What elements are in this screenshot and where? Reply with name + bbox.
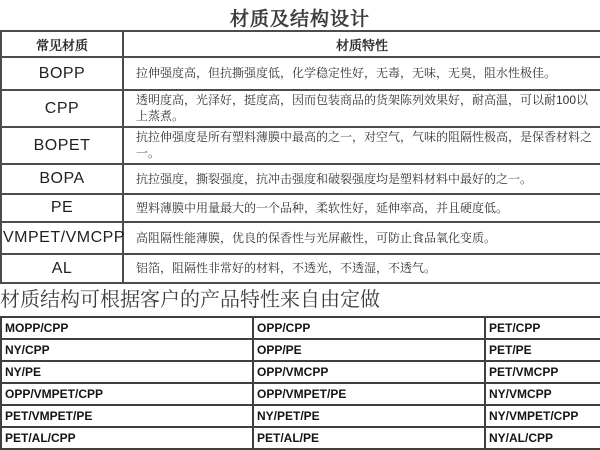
- structure-cell: PET/VMPET/PE: [1, 405, 253, 427]
- structure-cell: MOPP/CPP: [1, 317, 253, 339]
- structure-cell: OPP/CPP: [253, 317, 485, 339]
- material-name: VMPET/VMCPP: [1, 222, 123, 254]
- table-row: [1, 254, 600, 283]
- structure-cell: OPP/VMPET/PE: [253, 383, 485, 405]
- table-row: [1, 164, 600, 194]
- material-name: CPP: [1, 90, 123, 127]
- structure-row: [1, 339, 600, 361]
- structure-cell: PET/VMCPP: [485, 361, 600, 383]
- structure-cell: OPP/VMPET/CPP: [1, 383, 253, 405]
- material-name: BOPP: [1, 57, 123, 90]
- structure-cell: PET/CPP: [485, 317, 600, 339]
- col-header-common-materials: 常见材质: [1, 31, 123, 57]
- structure-cell: NY/CPP: [1, 339, 253, 361]
- material-property: 抗拉伸强度是所有塑料薄膜中最高的之一，对空气，气味的阻隔性极高，是保香材料之一。: [123, 127, 600, 164]
- structure-cell: PET/AL/CPP: [1, 427, 253, 449]
- material-property: 铝箔，阻隔性非常好的材料，不透光，不透湿，不透气。: [123, 254, 600, 283]
- structure-cell: PET/PE: [485, 339, 600, 361]
- page-title: 材质及结构设计: [229, 9, 370, 30]
- material-property: 高阻隔性能薄膜，优良的保香性与光屏蔽性，可防止食品氧化变质。: [123, 222, 600, 254]
- structure-cell: NY/VMCPP: [485, 383, 600, 405]
- structure-cell: NY/VMPET/CPP: [485, 405, 600, 427]
- col-header-material-properties: 材质特性: [123, 31, 600, 57]
- table-row: [1, 57, 600, 90]
- materials-header-row: [1, 31, 600, 57]
- structure-cell: PET/AL/PE: [253, 427, 485, 449]
- structure-row: [1, 405, 600, 427]
- table-row: [1, 127, 600, 164]
- structure-cell: OPP/VMCPP: [253, 361, 485, 383]
- structure-row: [1, 361, 600, 383]
- structures-table: [0, 316, 600, 450]
- structure-row: [1, 427, 600, 449]
- table-row: [1, 90, 600, 127]
- table-row: [1, 194, 600, 222]
- customization-note: 材质结构可根据客户的产品特性来自由定做: [0, 289, 380, 312]
- material-property: 拉伸强度高，但抗撕强度低，化学稳定性好，无毒，无味，无臭，阻水性极佳。: [123, 57, 600, 90]
- table-row: [1, 222, 600, 254]
- structure-cell: NY/AL/CPP: [485, 427, 600, 449]
- material-property: 抗拉强度，撕裂强度，抗冲击强度和破裂强度均是塑料材料中最好的之一。: [123, 164, 600, 194]
- structure-row: [1, 317, 600, 339]
- material-property: 透明度高，光泽好，挺度高，因而包装商品的货架陈列效果好，耐高温，可以耐100以上蒸煮。: [123, 90, 600, 127]
- structure-cell: OPP/PE: [253, 339, 485, 361]
- material-name: AL: [1, 254, 123, 283]
- materials-table: [0, 30, 600, 284]
- material-property: 塑料薄膜中用量最大的一个品种，柔软性好，延伸率高，并且硬度低。: [123, 194, 600, 222]
- material-name: PE: [1, 194, 123, 222]
- structure-cell: NY/PE: [1, 361, 253, 383]
- material-name: BOPET: [1, 127, 123, 164]
- structure-row: [1, 383, 600, 405]
- structure-cell: NY/PET/PE: [253, 405, 485, 427]
- material-name: BOPA: [1, 164, 123, 194]
